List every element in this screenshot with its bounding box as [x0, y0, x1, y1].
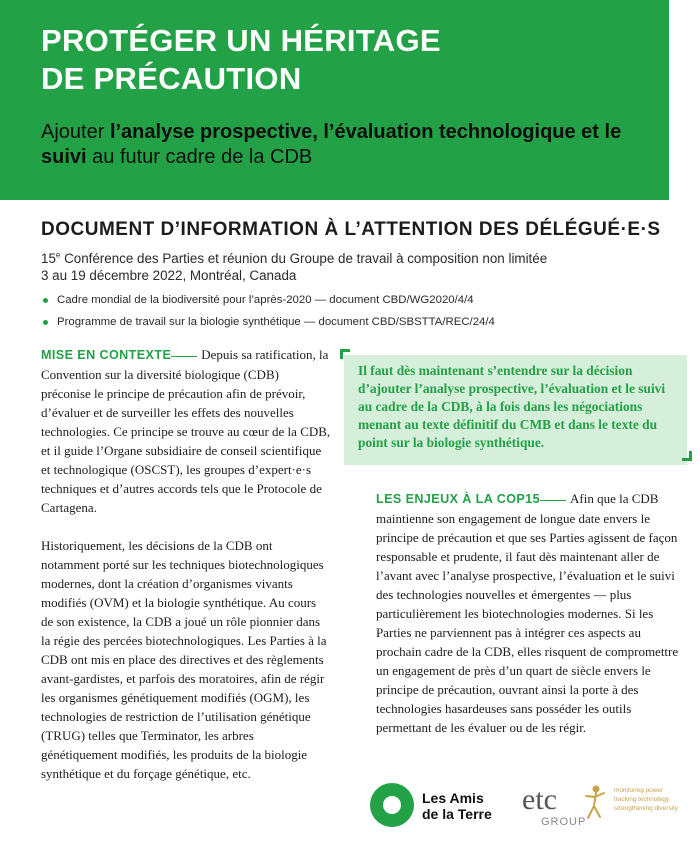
- subtitle-suffix: au futur cadre de la CDB: [86, 146, 313, 168]
- kicker-rule: [171, 356, 197, 357]
- cop15-text: Afin que la CDB maintienne son engagement de longue date envers le principe de précaution et que ses Parties agissent de façon responsable et prudente, il faut dès maintenant aller de l’avant avec l’analyse prospective, l’évaluation et le suivi des technologies nouvelles et émergentes — plus particulièrement les biotechnologies modernes. Si les Parties ne parviennent pas à intégrer ces aspects au prochain cadre de la CDB, elles risquent de compromettre un engagement de près d’un quart de siècle envers le principe de précaution, ouvrant ainsi la porte à des technologies hasardeuses sans posséder les outils permettant de les évaluer ou de les régir.: [376, 491, 679, 735]
- context-text-1: Depuis sa ratification, la Convention sur la diversité biologique (CDB) préconise le principe de précaution afin de prévoir, d’évaluer et de surveiller les effets des nouvelles technologies. Ce principe se trouve au cœur de la CDB, et il guide l’Organe subsidiaire de conseil scientifique et technologique (OSCST), les groupes d’expert·e·s techniques et d’autres accords tels que le Protocole de Cartagena.: [41, 347, 331, 515]
- etc-figure-icon: [582, 784, 608, 824]
- etc-tagline-1: monitoring power: [614, 787, 664, 794]
- reference-list: [41, 292, 495, 336]
- bullet-dot-icon: [43, 298, 48, 303]
- title-line-2: DE PRÉCAUTION: [41, 61, 302, 96]
- subtitle-emphasis: l’analyse prospective, l’évaluation technologique et le suivi: [41, 121, 622, 168]
- conference-name: Conférence des Parties et réunion du Groupe de travail à composition non limitée: [60, 251, 548, 266]
- header-banner: [0, 0, 669, 200]
- etc-group-label: GROUP: [541, 816, 587, 828]
- amis-logo-line-2: de la Terre: [422, 806, 492, 822]
- briefing-heading: DOCUMENT D’INFORMATION À L’ATTENTION DES DÉLÉGUÉ·E·S: [41, 219, 661, 240]
- bullet-dot-icon: [43, 320, 48, 325]
- conference-line-1: [41, 250, 547, 267]
- etc-tagline-2: tracking technology: [614, 796, 670, 803]
- pull-quote: Il faut dès maintenant s’entendre sur la décision d’ajouter l’analyse prospective, l’évaluation et le suivi au cadre de la CDB, à la fois dans les négociations menant au texte définitif du CMB et dans le texte du point sur la biologie synthétique.: [344, 355, 687, 465]
- reference-text: Programme de travail sur la biologie synthétique — document CBD/SBSTTA/REC/24/4: [57, 316, 495, 328]
- subtitle-prefix: Ajouter: [41, 121, 110, 143]
- section-kicker-context: MISE EN CONTEXTE: [41, 348, 172, 362]
- conference-info: [41, 250, 547, 284]
- conference-dates: 3 au 19 décembre 2022, Montréal, Canada: [41, 268, 297, 283]
- right-column: [376, 489, 680, 737]
- document-subtitle: [41, 120, 661, 170]
- etc-wordmark: etc: [522, 783, 557, 816]
- amis-logo-inner: [383, 796, 401, 814]
- section-kicker-cop15: LES ENJEUX À LA COP15: [376, 492, 540, 506]
- context-paragraph-1: [41, 345, 331, 517]
- kicker-rule: [540, 500, 566, 501]
- document-title: [41, 22, 441, 98]
- reference-text: Cadre mondial de la biodiversité pour l’après-2020 — document CBD/WG2020/4/4: [57, 294, 474, 306]
- cop15-paragraph: [376, 489, 680, 737]
- amis-logo-icon: [370, 783, 414, 827]
- context-paragraph-2: Historiquement, les décisions de la CDB ont notamment porté sur les techniques biotechnologiques modernes, dont la création d’organismes vivants modifiés (OVM) et la biologie synthétique. Au cours de son existence, la CDB a joué un rôle pionnier dans la régie des percées biotechnologiques. Les Parties à la CDB ont mis en place des directives et des règlements avant-gardistes, et parfois des moratoires, afin de régir les organismes génétiquement modifiés (OGM), les technologies de restriction de l’utilisation génétique (TRUG) telles que Terminator, les arbres génétiquement modifiés, les produits de la biologie synthétique et du forçage génétique, etc.: [41, 538, 327, 781]
- logo-etc-group: [522, 782, 692, 836]
- etc-tagline-3: strengthening diversity: [614, 805, 678, 812]
- logo-amis-de-la-terre: [370, 783, 520, 829]
- quote-corner-bottom-right: [682, 451, 692, 461]
- reference-item: [41, 314, 495, 331]
- title-line-1: PROTÉGER UN HÉRITAGE: [41, 23, 441, 58]
- conference-number: 15: [41, 251, 56, 266]
- conference-ordinal: e: [55, 250, 61, 260]
- left-column: [41, 345, 331, 802]
- amis-logo-line-1: Les Amis: [422, 790, 484, 806]
- reference-item: [41, 292, 495, 309]
